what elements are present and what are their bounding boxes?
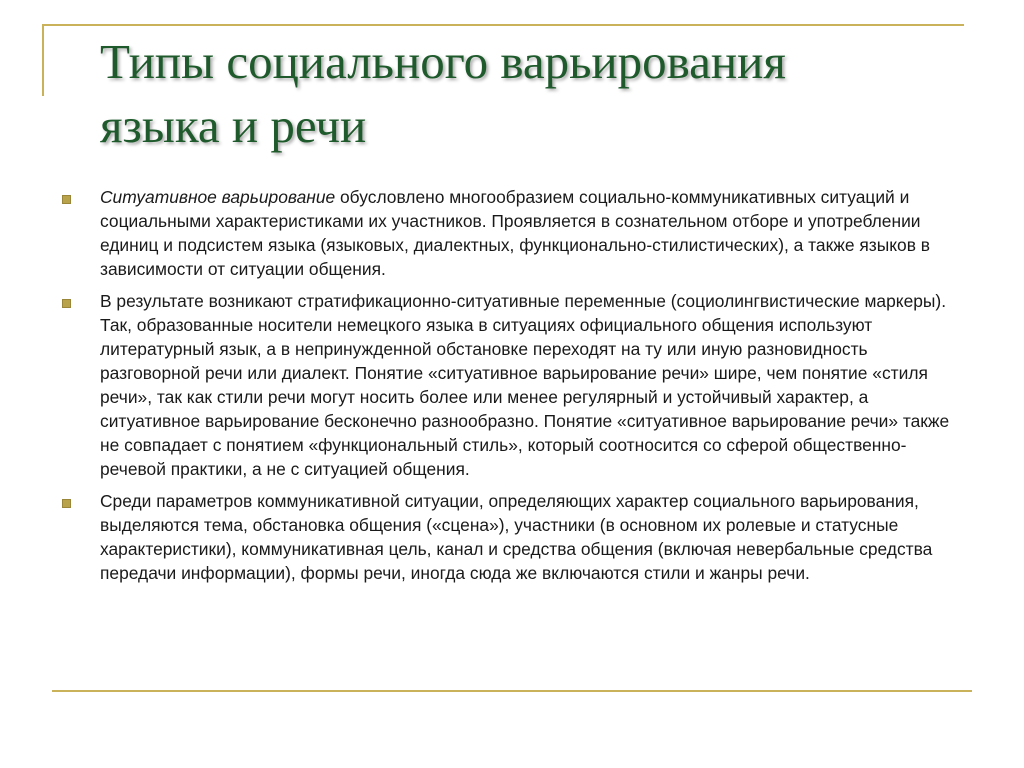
- bullet-item-3: [62, 489, 962, 585]
- bullet-text-3: Среди параметров коммуникативной ситуации, определяющих характер социального варьирования, выделяются тема, обстановка общения («сцена»), участники (в основном их ролевые и статусные характеристики), коммуникативная цель, канал и средства общения (включая невербальные средства передачи информации), формы речи, иногда сюда же включаются стили и жанры речи.: [100, 491, 933, 583]
- bullet-list: [62, 185, 962, 593]
- slide-title-line-2: языка и речи: [100, 98, 367, 153]
- square-bullet-icon: [62, 195, 71, 204]
- slide-title: [100, 30, 980, 158]
- square-bullet-icon: [62, 499, 71, 508]
- bullet-item-1: [62, 185, 962, 281]
- bullet-body-1: обусловлено многообразием социально-коммуникативных ситуаций и социальными характеристиками их участников. Проявляется в сознательном отборе и употреблении единиц и подсистем языка (языковых, диалектных, функционально-стилистических), а также языков в зависимости от ситуации общения.: [100, 187, 931, 279]
- frame-bottom-line: [52, 690, 972, 692]
- frame-top-line: [42, 24, 964, 26]
- bullet-text-1: [100, 185, 962, 281]
- bullet-text-2: В результате возникают стратификационно-ситуативные переменные (социолингвистические маркеры). Так, образованные носители немецкого языка в ситуациях официального общения используют литературный язык, а в непринужденной обстановке переходят на ту или иную разновидность разговорной речи или диалект. Понятие «ситуативное варьирование речи» шире, чем понятие «стиля речи», так как стили речи могут носить более или менее регулярный и устойчивый характер, а ситуативное варьирование бесконечно разнообразно. Понятие «ситуативное варьирование речи» также не совпадает с понятием «функциональный стиль», который соотносится со сферой общественно-речевой практики, а не с ситуацией общения.: [100, 291, 950, 479]
- square-bullet-icon: [62, 299, 71, 308]
- bullet-emphasis-1: Ситуативное варьирование: [100, 187, 336, 207]
- frame-left-line: [42, 24, 44, 96]
- bullet-item-2: [62, 289, 962, 481]
- slide-title-line-1: Типы социального варьирования: [100, 34, 786, 89]
